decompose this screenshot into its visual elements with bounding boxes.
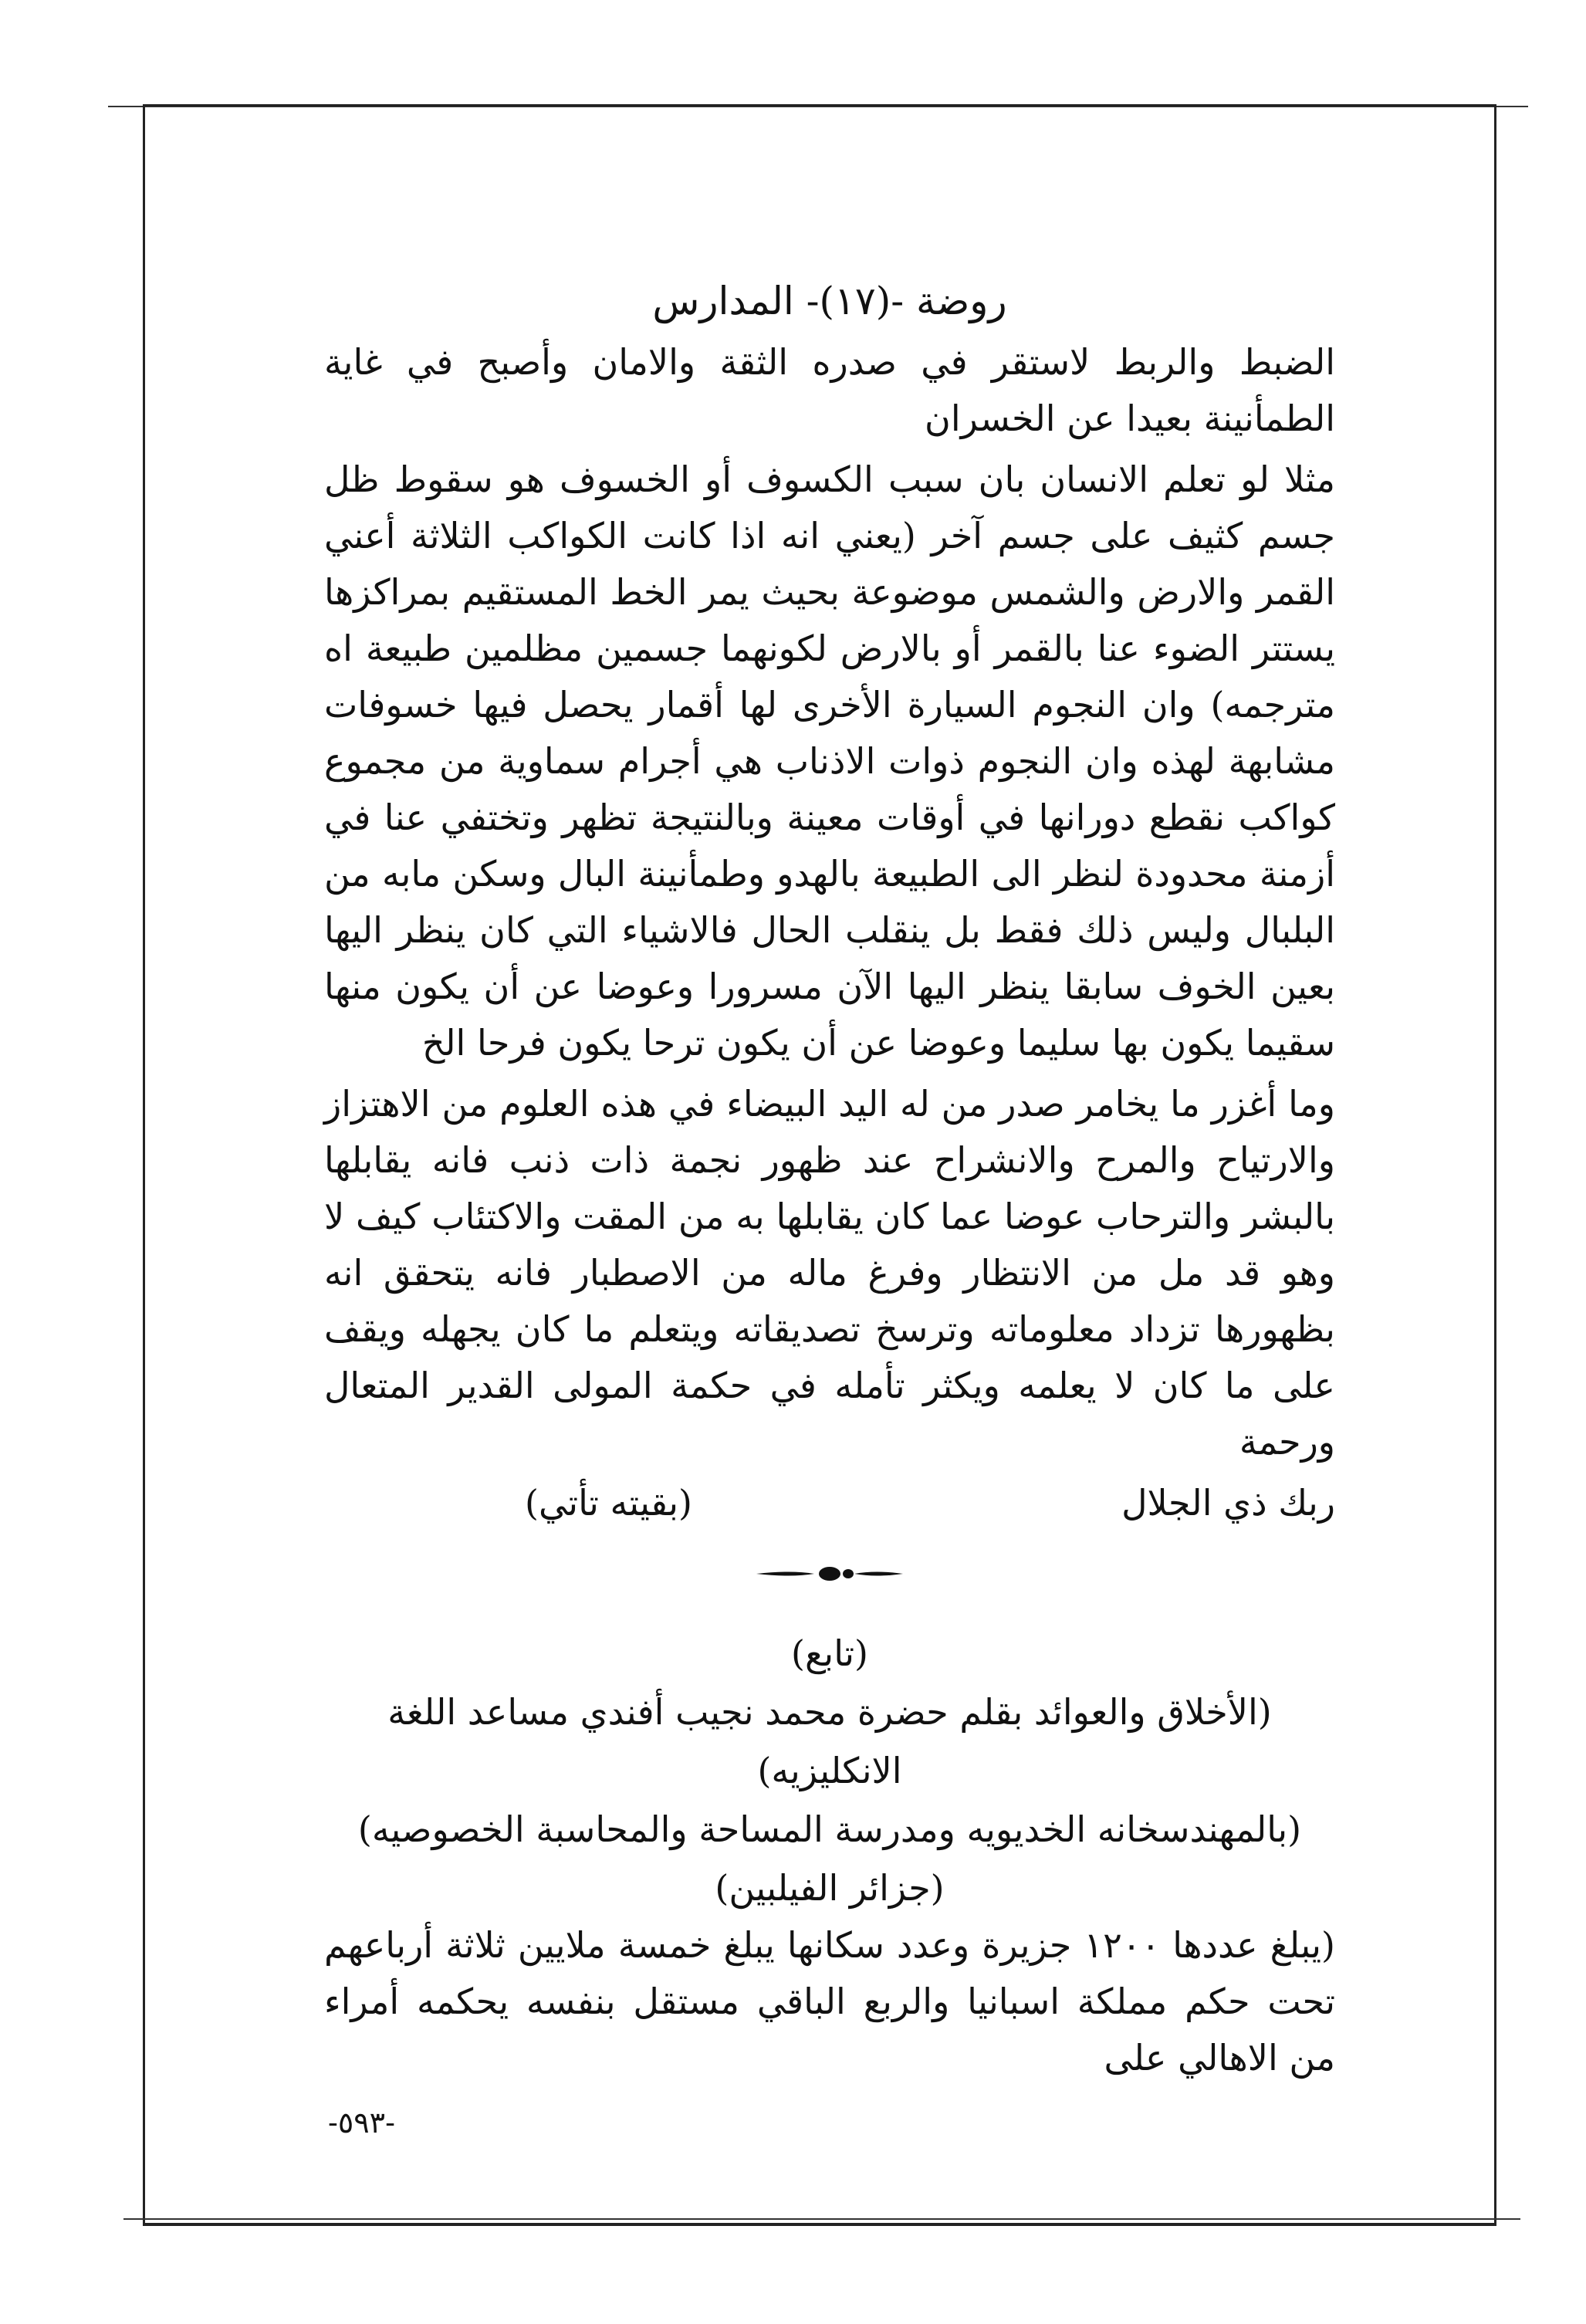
continued-note: (بقيته تأتي)	[525, 1482, 692, 1524]
section-label: (تابع)	[791, 1632, 868, 1674]
section-divider-ornament	[324, 1562, 1335, 1593]
article-subtitle: (جزائر الفيلبين)	[715, 1867, 945, 1909]
frame-bottom-rule	[123, 2218, 1520, 2220]
page-content	[324, 274, 1335, 2091]
article-title-line-1: (الأخلاق والعوائد بقلم حضرة محمد نجيب أفندي مساعد اللغة الانكليزيه)	[387, 1691, 1272, 1791]
paragraph-1: الضبط والربط لاستقر في صدره الثقة والامان وأصبح في غاية الطمأنينة بعيدا عن الخسران	[324, 341, 1335, 439]
paragraph-2: مثلا لو تعلم الانسان بان سبب الكسوف أو الخسوف هو سقوط ظل جسم كثيف على جسم آخر (يعني انه اذا كانت الكواكب الثلاثة أعني القمر والارض والشمس موضوعة بحيث يمر الخط المستقيم بمراكزها يستتر الضوء عنا بالقمر أو بالارض لكونهما جسمين مظلمين طبيعة اه مترجمه) وان النجوم السيارة الأخرى لها أقمار يحصل فيها خسوفات مشابهة لهذه وان النجوم ذوات الاذناب هي أجرام سماوية من مجموع كواكب نقطع دورانها في أوقات معينة وبالنتيجة تظهر وتختفي عنا في أزمنة محدودة لنظر الى الطبيعة بالهدو وطمأنينة البال وسكن مابه من البلبال وليس ذلك فقط بل ينقلب الحال فالاشياء التي كان ينظر اليها بعين الخوف سابقا ينظر اليها الآن مسرورا وعوضا عن أن يكون منها سقيما يكون بها سليما وعوضا عن أن يكون ترحا يكون فرحا الخ	[324, 458, 1335, 1064]
closing-line	[324, 1475, 1335, 1531]
article-body: (يبلغ عددها ١٢٠٠ جزيرة وعدد سكانها يبلغ خمسة ملايين ثلاثة أرباعهم تحت حكم مملكة اسبانيا والربع الباقي مستقل بنفسه يحكمه أمراء من الاهالي على	[324, 1924, 1335, 2079]
page-header: روضة -(١٧)- المدارس	[652, 279, 1007, 323]
paragraph-3: وما أغزر ما يخامر صدر من له اليد البيضاء في هذه العلوم من الاهتزاز والارتياح والمرح والانشراح عند ظهور نجمة ذات ذنب فانه يقابلها بالبشر والترحاب عوضا عما كان يقابلها به من المقت والاكتئاب كيف لا وهو قد مل من الانتظار وفرغ ماله من الاصطبار فانه يتحقق انه بظهورها تزداد معلوماته وترسخ تصديقاته ويتعلم ما كان يجهله ويقف على ما كان لا يعلمه ويكثر تأمله في حكمة المولى القدير المتعال ورحمة	[324, 1083, 1335, 1463]
divider-ornament-icon	[752, 1562, 907, 1585]
article-title-line-2: (بالمهندسخانه الخديويه ومدرسة المساحة والمحاسبة الخصوصيه)	[357, 1808, 1302, 1850]
page-number: -٥٩٣-	[328, 2106, 395, 2140]
closing-text: ربك ذي الجلال	[1121, 1482, 1335, 1524]
